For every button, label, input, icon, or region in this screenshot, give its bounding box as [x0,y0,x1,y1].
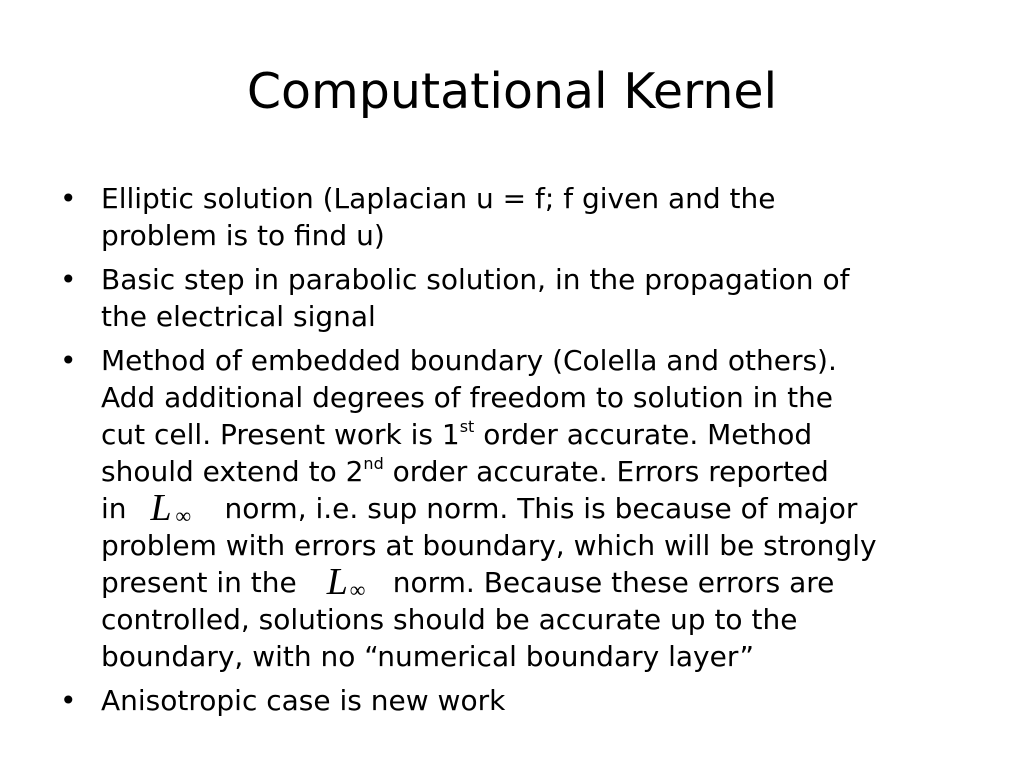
norm-letter: L [150,487,172,529]
bullet-text-line: problem is to find u) [101,219,385,252]
bullet-item [60,682,990,719]
bullet-item [60,342,990,675]
bullet-text-line: Add additional degrees of freedom to solution in the [101,381,834,414]
bullet-text-line: Anisotropic case is new work [101,684,506,717]
norm-letter: L [326,561,348,603]
bullet-text-line: controlled, solutions should be accurate up to the [101,603,798,636]
l-infinity-norm-symbol [297,561,393,603]
ordinal-superscript: nd [363,454,384,473]
bullet-text-line [101,487,990,529]
infinity-subscript: ∞ [175,503,192,528]
bullet-text-line [101,453,990,490]
bullet-dot: • [60,344,77,377]
text-segment: present in the [101,566,297,599]
bullet-dot: • [60,684,77,717]
text-segment: norm, i.e. sup norm. This is because of major [224,492,858,525]
bullet-dot: • [60,263,77,296]
text-segment: cut cell. Present work is 1 [101,418,460,451]
l-infinity-norm-symbol [127,487,225,529]
text-segment: order accurate. Errors reported [383,455,829,488]
text-segment: should extend to 2 [101,455,364,488]
bullet-item [60,180,990,254]
ordinal-superscript: st [459,417,475,436]
text-segment: order accurate. Method [474,418,813,451]
bullet-text-line [101,561,990,603]
bullet-text-line [101,416,990,453]
slide-title: Computational Kernel [246,63,778,120]
bullet-text-line: Basic step in parabolic solution, in the propagation of [101,263,850,296]
text-segment: in [101,492,127,525]
infinity-subscript: ∞ [349,577,366,602]
bullet-item [60,261,990,335]
text-segment: norm. Because these errors are [392,566,835,599]
bullet-text-line: the electrical signal [101,300,376,333]
bullet-text-line: problem with errors at boundary, which will be strongly [101,529,877,562]
bullet-dot: • [60,182,77,215]
bullet-text-line: Method of embedded boundary (Colella and others). [101,344,837,377]
bullet-text-line: Elliptic solution (Laplacian u = f; f given and the [101,182,776,215]
bullet-list [60,180,990,726]
bullet-text-line: boundary, with no “numerical boundary layer” [101,640,755,673]
